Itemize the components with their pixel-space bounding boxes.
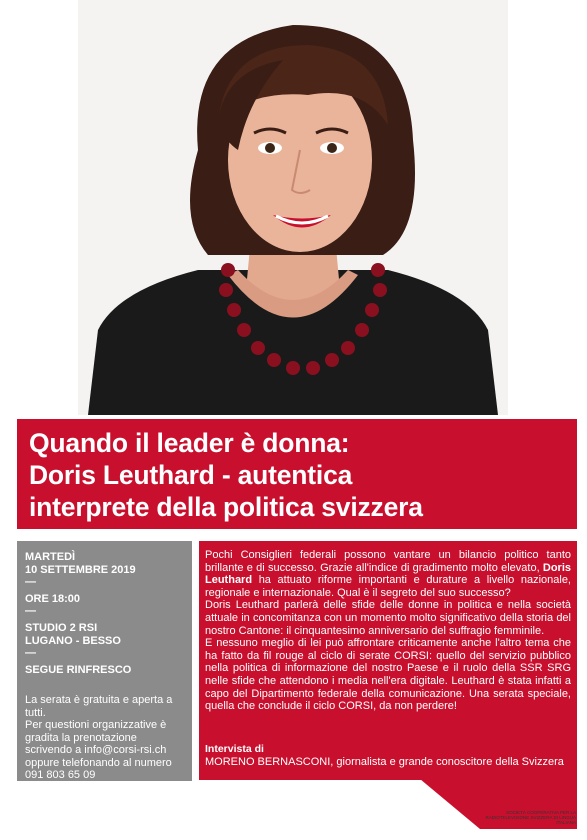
separator-dash: — xyxy=(25,576,36,588)
corsi-logo xyxy=(484,786,579,831)
event-venue-2: LUGANO - BESSO xyxy=(25,635,121,647)
event-day: MARTEDÌ xyxy=(25,551,76,563)
event-info-panel xyxy=(17,541,192,781)
interviewer-heading: Intervista di xyxy=(205,743,264,755)
logo-subtitle: SOCIETÀ COOPERATIVA PER LA RADIOTELEVISIONE SVIZZERA DI LINGUA ITALIANA xyxy=(485,810,576,825)
title-line-1: Quando il leader è donna: xyxy=(29,428,350,458)
event-extra: SEGUE RINFRESCO xyxy=(25,664,132,676)
speaker-name: Doris Leuthard xyxy=(205,561,571,587)
phone-number: 091 803 65 09 xyxy=(25,769,96,781)
separator-dash: — xyxy=(25,605,36,617)
title-banner xyxy=(17,419,577,529)
event-venue-1: STUDIO 2 RSI xyxy=(25,622,98,634)
reservation-note xyxy=(25,694,187,782)
title-line-2: Doris Leuthard - autentica xyxy=(29,460,353,490)
event-time: ORE 18:00 xyxy=(25,593,81,605)
interviewer-block xyxy=(199,741,577,777)
paragraph-2: Doris Leuthard parlerà delle sfide delle donne in politica e nella società attuale in concomitanza con un momento molto significativo della storia del nostro Cantone: il cinquantesimo anniversario del suffragio femminile. xyxy=(205,599,571,637)
logo-name: CORSI xyxy=(494,785,562,810)
event-date: 10 SETTEMBRE 2019 xyxy=(25,564,136,576)
portrait-photo xyxy=(78,0,508,415)
booking-note: Per questioni organizzative è gradita la prenotazione scrivendo a info@corsi-rsi.ch oppure telefonando al numero xyxy=(25,719,172,769)
free-entry-note: La serata è gratuita e aperta a tutti. xyxy=(25,694,173,719)
separator-dash: — xyxy=(25,647,36,659)
interviewer-name: MORENO BERNASCONI, giornalista e grande conoscitore della Svizzera xyxy=(205,756,564,768)
paragraph-1: Pochi Consiglieri federali possono vantare un bilancio politico tanto brillante e di successo. Grazie all'indice di gradimento molto elevato, Doris Leuthard ha attuato riforme importanti e durature a livello nazionale, regionale e internazionale. Qual è il segreto del suo successo? xyxy=(205,549,571,599)
paragraph-3: E nessuno meglio di lei può affrontare criticamente anche l'altro tema che ha fatto da fil rouge al ciclo di serate CORSI: quello del servizio pubblico nella politica di informazione del nostro Paese e il ruolo della SSR SRG nelle sfide che attendono i media nell'era digitale. Leuthard è stata infatti a capo del Dipartimento federale della comunicazione. Una serata speciale, quella che conclude il ciclo CORSI, da non perdere! xyxy=(205,637,571,713)
title-line-3: interprete della politica svizzera xyxy=(29,492,423,522)
